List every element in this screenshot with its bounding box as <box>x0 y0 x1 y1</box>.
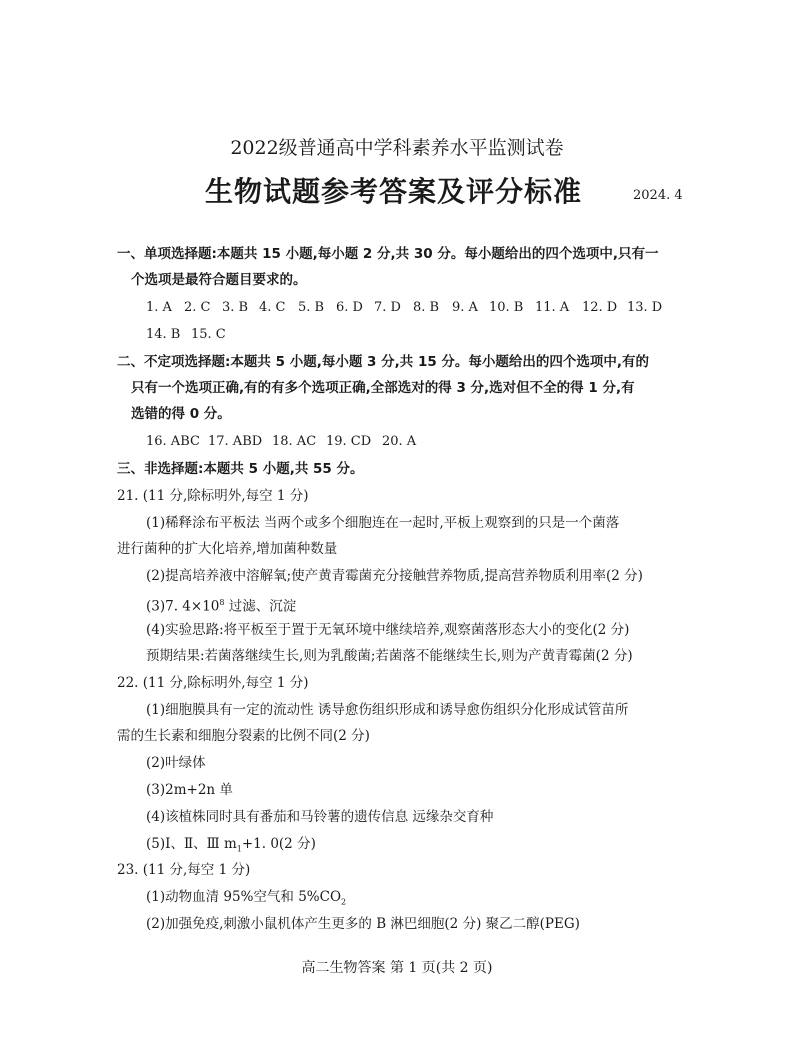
q21-answer2: (2)提高培养液中溶解氧;使产黄青霉菌充分接触营养物质,提高营养物质利用率(2 分) <box>146 568 643 584</box>
answer-2: 2. C <box>184 300 211 315</box>
q22-answer5-options: (5)Ⅰ、Ⅱ、Ⅲ m <box>146 836 237 852</box>
q22-answer1-line1: (1)细胞膜具有一定的流动性 诱导愈伤组织形成和诱导愈伤组织分化形成试管苗所 <box>146 702 629 718</box>
q21-answer4-line2: 预期结果:若菌落继续生长,则为乳酸菌;若菌落不能继续生长,则为产黄青霉菌(2 分) <box>146 648 633 664</box>
answer-4: 4. C <box>259 300 286 315</box>
answer-5: 5. B <box>298 300 325 315</box>
answer-10: 10. B <box>489 300 524 315</box>
answer-18: 18. AC <box>272 434 317 449</box>
answer-12: 12. D <box>582 300 618 315</box>
section3-heading: 三、非选择题:本题共 5 小题,共 55 分。 <box>117 461 364 477</box>
q22-answer2: (2)叶绿体 <box>146 755 206 771</box>
q21-answer1-line1: (1)稀释涂布平板法 当两个或多个细胞连在一起时,平板上观察到的只是一个菌落 <box>146 515 620 531</box>
q22-answer4: (4)该植株同时具有番茄和马铃薯的遗传信息 远缘杂交育种 <box>146 809 494 825</box>
answer-9: 9. A <box>452 300 478 315</box>
answer-14: 14. B <box>146 327 181 342</box>
q21-answer3-value: (3)7. 4×10 <box>146 598 220 615</box>
answer-7: 7. D <box>374 300 401 315</box>
section2-heading-line2: 只有一个选项正确,有的有多个选项正确,全部选对的得 3 分,选对但不全的得 1 分,有 <box>131 380 635 396</box>
q23-title: 23. (11 分,每空 1 分) <box>117 862 251 878</box>
answer-13: 13. D <box>627 300 663 315</box>
section1-heading-line2: 个选项是最符合题目要求的。 <box>131 272 307 288</box>
answer-1: 1. A <box>146 300 172 315</box>
answer-16: 16. ABC <box>146 434 200 449</box>
q23-answer1 <box>146 888 346 912</box>
q21-answer3-method: 过滤、沉淀 <box>224 598 297 615</box>
q23-answer2: (2)加强免疫,刺激小鼠机体产生更多的 B 淋巴细胞(2 分) 聚乙二醇(PEG) <box>146 916 580 932</box>
answer-8: 8. B <box>413 300 440 315</box>
q22-answer5-subscript: 1 <box>236 844 242 854</box>
q21-title: 21. (11 分,除标明外,每空 1 分) <box>117 488 309 504</box>
q21-answer4-line1: (4)实验思路:将平板至于置于无氧环境中继续培养,观察菌落形态大小的变化(2 分) <box>146 622 630 638</box>
exam-date: 2024. 4 <box>633 188 683 203</box>
section1-heading-line1: 一、单项选择题:本题共 15 小题,每小题 2 分,共 30 分。每小题给出的四个选项中,只有一 <box>117 246 659 262</box>
answer-11: 11. A <box>535 300 570 315</box>
q23-answer1-text: (1)动物血清 95%空气和 5%CO <box>146 889 342 905</box>
q22-title: 22. (11 分,除标明外,每空 1 分) <box>117 675 309 691</box>
q23-answer1-subscript: 2 <box>341 897 347 907</box>
answer-19: 19. CD <box>326 434 372 449</box>
exam-title: 2022级普通高中学科素养水平监测试卷 <box>230 137 564 159</box>
answer-6: 6. D <box>336 300 363 315</box>
q21-answer3-exponent: 8 <box>219 598 225 607</box>
page-footer: 高二生物答案 第 1 页(共 2 页) <box>301 960 493 976</box>
section2-heading-line1: 二、不定项选择题:本题共 5 小题,每小题 3 分,共 15 分。每小题给出的四个选项中,有的 <box>117 354 650 370</box>
q22-answer5 <box>146 835 316 859</box>
answer-15: 15. C <box>191 327 226 342</box>
answer-17: 17. ABD <box>208 434 263 449</box>
answer-key-title: 生物试题参考答案及评分标准 <box>205 175 583 208</box>
q22-answer1-line2: 需的生长素和细胞分裂素的比例不同(2 分) <box>117 728 370 744</box>
q22-answer3: (3)2m+2n 单 <box>146 782 233 798</box>
q22-answer5-value: +1. 0(2 分) <box>241 836 316 852</box>
answer-20: 20. A <box>382 434 417 449</box>
q21-answer1-line2: 进行菌种的扩大化培养,增加菌种数量 <box>117 541 338 557</box>
answer-3: 3. B <box>222 300 249 315</box>
section2-heading-line3: 选错的得 0 分。 <box>131 406 231 422</box>
q21-answer3 <box>146 594 296 616</box>
